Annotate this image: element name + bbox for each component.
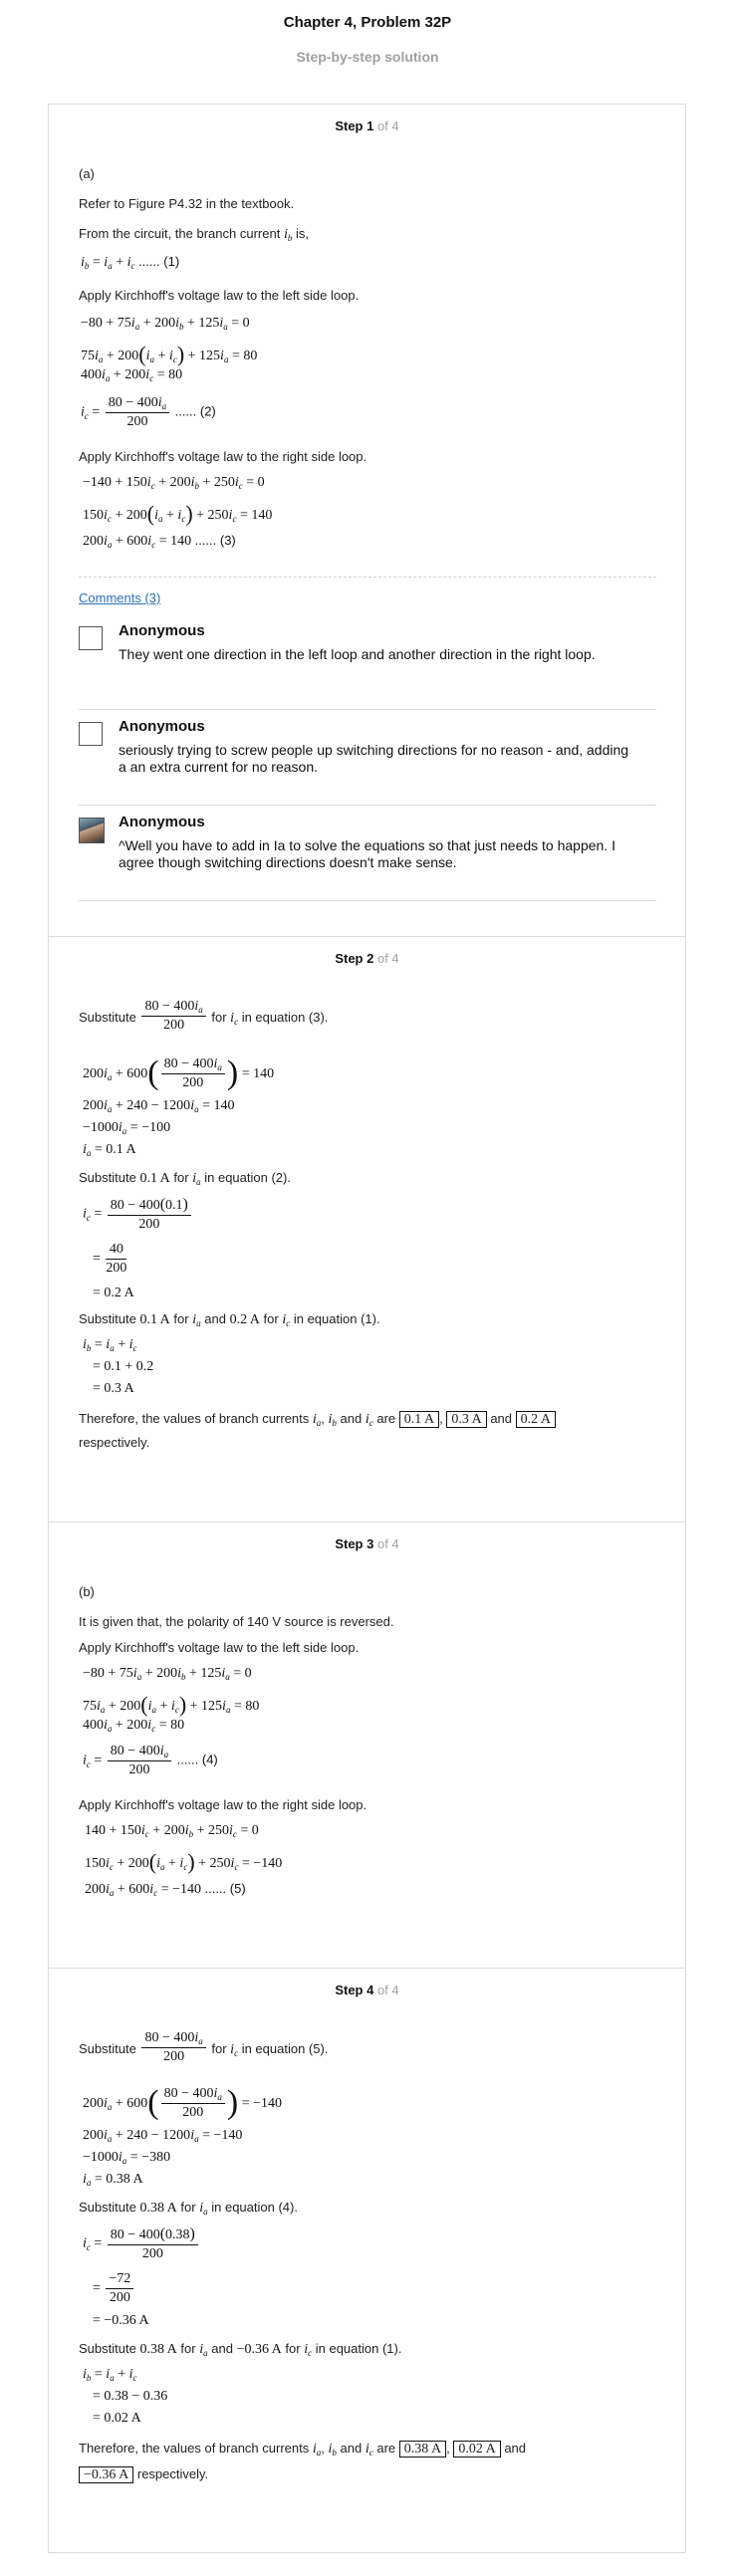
answer-ic: −0.36 A: [79, 2466, 133, 2483]
right-loop-eq-1: $-140 + 150i_c + 200i_b + 250i_c = 0$: [83, 475, 265, 491]
step-3: [49, 1522, 685, 1969]
step-1: [49, 105, 685, 937]
comment-author: Anonymous: [119, 622, 205, 639]
step4-eq-b2: = $\frac{-72}{200}$: [93, 2271, 135, 2306]
answer-ic: 0.2 A: [516, 1411, 556, 1428]
substitute-line-2: Substitute 0.38 A for $i_a$ in equation (4).: [79, 2200, 298, 2217]
step2-eq-c2: = 0.1 + 0.2: [93, 1359, 154, 1374]
step-3-title: Step 3 of 4: [335, 1536, 399, 1551]
left-loop-eq-2: $75i_a + 200(i_a + i_c) + 125i_a = 80$: [81, 342, 258, 366]
comment-text: ^Well you have to add in Ia to solve the equations so that just needs to happen. I agree though switching directions doesn't make sense.: [119, 837, 615, 870]
step-4-title: Step 4 of 4: [335, 1983, 399, 1997]
step2-eq-b1: $i_c$ = $\frac{80 - 400(0.1)}{200}$: [83, 1196, 193, 1233]
comment-text: They went one direction in the left loop and another direction in the right loop.: [119, 646, 596, 662]
solution-container: [48, 104, 686, 2553]
step4-eq-a1: $200i_a + 600$( $\frac{80 - 400i_a}{200}$ ) = −140: [83, 2084, 283, 2121]
step4-eq-c1: $i_b = i_a + i_c$: [83, 2367, 137, 2383]
comments-divider: [79, 577, 656, 578]
comment-1: [79, 622, 656, 710]
step3-left-eq-3: $400i_a + 200i_c = 80$: [83, 1718, 185, 1734]
step4-eq-a3: $-1000i_a = -380$: [83, 2150, 171, 2166]
answer-ia: 0.1 A: [399, 1411, 439, 1428]
kvl-right-text: Apply Kirchhoff's voltage law to the right side loop.: [79, 1797, 368, 1812]
step3-right-eq-1: $140 + 150i_c + 200i_b + 250i_c = 0$: [85, 1823, 259, 1839]
page-title: Chapter 4, Problem 32P: [283, 14, 452, 31]
step4-result-cont: −0.36 A respectively.: [79, 2466, 208, 2483]
left-loop-eq-3: $400i_a + 200i_c = 80$: [81, 367, 183, 383]
left-loop-eq-1: $-80 + 75i_a + 200i_b + 125i_a = 0$: [81, 316, 250, 332]
equation-2: $i_c$ = $\frac{80 - 400i_a}{200}$ ...... (2): [81, 395, 216, 429]
step2-eq-c3: = 0.3 A: [93, 1381, 134, 1396]
step2-eq-b2: = $\frac{40}{200}$: [93, 1242, 127, 1276]
step4-eq-a4: $i_a = 0.38$ A: [83, 2172, 143, 2188]
comments-link[interactable]: Comments (3): [79, 590, 161, 605]
comment-2: [79, 718, 656, 806]
step2-result: Therefore, the values of branch currents $i_a$, $i_b$ and $i_c$ are 0.1 A , 0.3 A and 0.2 A: [79, 1411, 556, 1428]
substitute-line-1: Substitute $\frac{80 - 400i_a}{200}$ for $i_c$ in equation (3).: [79, 999, 329, 1033]
right-loop-eq-2: $150i_c + 200(i_a + i_c) + 250i_c = 140$: [83, 501, 273, 526]
substitute-line-1: Substitute $\frac{80 - 400i_a}{200}$ for $i_c$ in equation (5).: [79, 2030, 329, 2064]
user-avatar: [79, 818, 105, 843]
substitute-line-2: Substitute 0.1 A for $i_a$ in equation (2).: [79, 1170, 291, 1187]
step2-eq-b3: = 0.2 A: [93, 1286, 134, 1300]
answer-ia: 0.38 A: [399, 2441, 446, 2458]
kvl-left-text: Apply Kirchhoff's voltage law to the left side loop.: [79, 1640, 360, 1655]
step4-eq-c2: = 0.38 − 0.36: [93, 2389, 168, 2404]
part-label: (a): [79, 166, 95, 181]
equation-1: $i_b = i_a + i_c$ ...... (1): [81, 254, 180, 271]
comment-avatar-placeholder: [79, 722, 103, 746]
comment-avatar-placeholder: [79, 626, 103, 650]
equation-3: $200i_a + 600i_c = 140$ ...... (3): [83, 533, 236, 550]
part-label: (b): [79, 1584, 95, 1599]
step3-left-eq-1: $-80 + 75i_a + 200i_b + 125i_a = 0$: [83, 1666, 252, 1682]
kvl-right-text: Apply Kirchhoff's voltage law to the right side loop.: [79, 449, 368, 464]
branch-current-intro: From the circuit, the branch current $i_b$ is,: [79, 226, 309, 243]
step4-eq-c3: = 0.02 A: [93, 2411, 141, 2426]
page-subtitle: Step-by-step solution: [296, 49, 439, 65]
step2-eq-c1: $i_b = i_a + i_c$: [83, 1337, 137, 1353]
step4-eq-b3: = −0.36 A: [93, 2313, 149, 2328]
step-2: [49, 937, 685, 1522]
step4-eq-a2: $200i_a + 240 - 1200i_a = -140$: [83, 2128, 243, 2144]
equation-5: $200i_a + 600i_c = -140$ ...... (5): [85, 1881, 246, 1898]
equation-4: $i_c$ = $\frac{80 - 400i_a}{200}$ ...... (4): [83, 1744, 218, 1777]
comment-author: Anonymous: [119, 718, 205, 735]
substitute-line-3: Substitute 0.1 A for $i_a$ and 0.2 A for $i_c$ in equation (1).: [79, 1311, 380, 1328]
step2-eq-a3: $-1000i_a = -100$: [83, 1120, 171, 1136]
comment-author: Anonymous: [119, 814, 205, 830]
step4-eq-b1: $i_c$ = $\frac{80 - 400(0.38)}{200}$: [83, 2225, 200, 2262]
answer-ib: 0.02 A: [453, 2441, 500, 2458]
respectively-text: respectively.: [79, 1435, 150, 1450]
step3-right-eq-2: $150i_c + 200(i_a + i_c) + 250i_c = -140$: [85, 1849, 283, 1874]
step-1-title: Step 1 of 4: [335, 118, 399, 133]
step3-left-eq-2: $75i_a + 200(i_a + i_c) + 125i_a = 80$: [83, 1692, 260, 1717]
substitute-line-3: Substitute 0.38 A for $i_a$ and −0.36 A for $i_c$ in equation (1).: [79, 2341, 402, 2358]
step-2-title: Step 2 of 4: [335, 951, 399, 966]
step2-eq-a4: $i_a = 0.1$ A: [83, 1142, 136, 1158]
kvl-left-text: Apply Kirchhoff's voltage law to the left side loop.: [79, 288, 360, 303]
step2-eq-a1: $200i_a + 600$( $\frac{80 - 400i_a}{200}$ ) = 140: [83, 1054, 275, 1091]
answer-ib: 0.3 A: [446, 1411, 486, 1428]
figure-reference: Refer to Figure P4.32 in the textbook.: [79, 196, 295, 211]
given-text: It is given that, the polarity of 140 V source is reversed.: [79, 1614, 394, 1629]
comment-3: [79, 814, 656, 901]
step-4: [49, 1969, 685, 2552]
comment-text: seriously trying to screw people up switching directions for no reason - and, adding a an extra current for no reason.: [119, 742, 629, 775]
page-header: [0, 0, 735, 65]
step4-result: Therefore, the values of branch currents $i_a$, $i_b$ and $i_c$ are 0.38 A , 0.02 A and: [79, 2441, 527, 2458]
step2-eq-a2: $200i_a + 240 - 1200i_a = 140$: [83, 1098, 235, 1114]
